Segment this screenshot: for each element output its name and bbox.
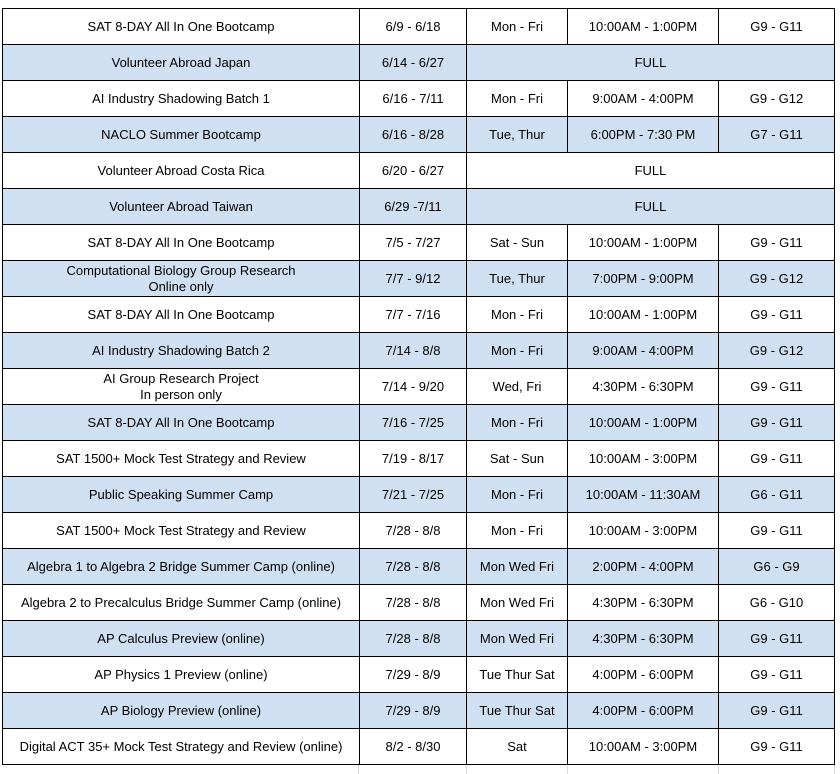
- days-cell: Tue, Thur: [467, 117, 568, 153]
- grades-cell: G9 - G11: [719, 225, 835, 261]
- program-cell: NACLO Summer Bootcamp: [3, 117, 360, 153]
- gridline: [567, 765, 568, 774]
- time-cell: 10:00AM - 3:00PM: [568, 729, 719, 765]
- program-cell: Digital ACT 35+ Mock Test Strategy and Review (online): [3, 729, 360, 765]
- days-cell: Mon - Fri: [467, 81, 568, 117]
- grades-cell: G9 - G11: [719, 693, 835, 729]
- days-cell: Mon - Fri: [467, 513, 568, 549]
- table-row: [3, 45, 835, 81]
- dates-cell: 8/2 - 8/30: [360, 729, 467, 765]
- time-cell: 4:30PM - 6:30PM: [568, 369, 719, 405]
- program-cell: Volunteer Abroad Taiwan: [3, 189, 360, 225]
- program-cell: Public Speaking Summer Camp: [3, 477, 360, 513]
- time-cell: 4:30PM - 6:30PM: [568, 621, 719, 657]
- time-cell: 9:00AM - 4:00PM: [568, 333, 719, 369]
- table-row: [3, 225, 835, 261]
- program-cell: SAT 8-DAY All In One Bootcamp: [3, 405, 360, 441]
- time-cell: 10:00AM - 11:30AM: [568, 477, 719, 513]
- table-row: [3, 585, 835, 621]
- program-name: Computational Biology Group Research: [66, 262, 296, 278]
- dates-cell: 7/28 - 8/8: [360, 585, 467, 621]
- dates-cell: 6/9 - 6/18: [360, 9, 467, 45]
- days-cell: Tue Thur Sat: [467, 693, 568, 729]
- table-row: [3, 261, 835, 297]
- program-cell: Algebra 1 to Algebra 2 Bridge Summer Camp (online): [3, 549, 360, 585]
- dates-cell: 7/7 - 7/16: [360, 297, 467, 333]
- days-cell: Mon Wed Fri: [467, 585, 568, 621]
- time-cell: 4:30PM - 6:30PM: [568, 585, 719, 621]
- time-cell: 10:00AM - 1:00PM: [568, 405, 719, 441]
- days-cell: Mon Wed Fri: [467, 621, 568, 657]
- table-row: [3, 81, 835, 117]
- dates-cell: 7/14 - 8/8: [360, 333, 467, 369]
- dates-cell: 7/29 - 8/9: [360, 693, 467, 729]
- days-cell: Sat - Sun: [467, 441, 568, 477]
- program-cell: SAT 8-DAY All In One Bootcamp: [3, 9, 360, 45]
- dates-cell: 7/21 - 7/25: [360, 477, 467, 513]
- days-cell: Tue, Thur: [467, 261, 568, 297]
- grades-cell: G9 - G12: [719, 261, 835, 297]
- time-cell: 9:00AM - 4:00PM: [568, 81, 719, 117]
- days-cell: Wed, Fri: [467, 369, 568, 405]
- days-cell: Tue Thur Sat: [467, 657, 568, 693]
- days-cell: Mon - Fri: [467, 477, 568, 513]
- time-cell: 10:00AM - 1:00PM: [568, 297, 719, 333]
- table-row: [3, 369, 835, 405]
- program-cell: AI Industry Shadowing Batch 2: [3, 333, 360, 369]
- program-name: AI Group Research Project: [103, 370, 259, 386]
- table-row: [3, 9, 835, 45]
- days-cell: Sat - Sun: [467, 225, 568, 261]
- program-cell: Volunteer Abroad Costa Rica: [3, 153, 360, 189]
- grades-cell: G9 - G11: [719, 297, 835, 333]
- gridline: [718, 765, 719, 774]
- full-status-cell: FULL: [467, 153, 835, 189]
- days-cell: Mon - Fri: [467, 333, 568, 369]
- program-cell: Algebra 2 to Precalculus Bridge Summer Camp (online): [3, 585, 360, 621]
- table-row: [3, 153, 835, 189]
- dates-cell: 7/5 - 7/27: [360, 225, 467, 261]
- table-row: [3, 297, 835, 333]
- table-row: [3, 117, 835, 153]
- program-cell: SAT 1500+ Mock Test Strategy and Review: [3, 441, 360, 477]
- full-status-cell: FULL: [467, 189, 835, 225]
- dates-cell: 6/29 -7/11: [360, 189, 467, 225]
- dates-cell: 6/16 - 8/28: [360, 117, 467, 153]
- time-cell: 10:00AM - 1:00PM: [568, 9, 719, 45]
- table-row: [3, 621, 835, 657]
- grades-cell: G9 - G11: [719, 9, 835, 45]
- table-row: [3, 657, 835, 693]
- gridline: [834, 765, 835, 774]
- dates-cell: 7/7 - 9/12: [360, 261, 467, 297]
- table-row: [3, 189, 835, 225]
- dates-cell: 7/16 - 7/25: [360, 405, 467, 441]
- time-cell: 7:00PM - 9:00PM: [568, 261, 719, 297]
- dates-cell: 7/29 - 8/9: [360, 657, 467, 693]
- grades-cell: G6 - G10: [719, 585, 835, 621]
- time-cell: 4:00PM - 6:00PM: [568, 657, 719, 693]
- time-cell: 10:00AM - 3:00PM: [568, 441, 719, 477]
- full-status-cell: FULL: [467, 45, 835, 81]
- grades-cell: G9 - G11: [719, 369, 835, 405]
- time-cell: 2:00PM - 4:00PM: [568, 549, 719, 585]
- grades-cell: G9 - G11: [719, 441, 835, 477]
- dates-cell: 7/14 - 9/20: [360, 369, 467, 405]
- grades-cell: G6 - G11: [719, 477, 835, 513]
- empty-gridline-strip: [0, 765, 840, 774]
- dates-cell: 7/28 - 8/8: [360, 549, 467, 585]
- dates-cell: 7/19 - 8/17: [360, 441, 467, 477]
- days-cell: Mon - Fri: [467, 297, 568, 333]
- grades-cell: G9 - G11: [719, 729, 835, 765]
- program-cell: AP Calculus Preview (online): [3, 621, 360, 657]
- grades-cell: G9 - G11: [719, 657, 835, 693]
- program-note: In person only: [140, 386, 222, 402]
- time-cell: 4:00PM - 6:00PM: [568, 693, 719, 729]
- table-row: [3, 513, 835, 549]
- dates-cell: 6/16 - 7/11: [360, 81, 467, 117]
- grades-cell: G9 - G12: [719, 81, 835, 117]
- table-row: [3, 333, 835, 369]
- table-row: [3, 729, 835, 765]
- dates-cell: 7/28 - 8/8: [360, 621, 467, 657]
- time-cell: 10:00AM - 3:00PM: [568, 513, 719, 549]
- gridline: [466, 765, 467, 774]
- dates-cell: 7/28 - 8/8: [360, 513, 467, 549]
- program-cell: SAT 8-DAY All In One Bootcamp: [3, 225, 360, 261]
- schedule-table: [2, 8, 835, 765]
- program-cell: SAT 8-DAY All In One Bootcamp: [3, 297, 360, 333]
- program-cell: [3, 261, 360, 297]
- grades-cell: G9 - G11: [719, 621, 835, 657]
- grades-cell: G6 - G9: [719, 549, 835, 585]
- days-cell: Sat: [467, 729, 568, 765]
- gridline: [358, 765, 359, 774]
- table-row: [3, 441, 835, 477]
- program-cell: AP Physics 1 Preview (online): [3, 657, 360, 693]
- program-cell: SAT 1500+ Mock Test Strategy and Review: [3, 513, 360, 549]
- days-cell: Mon - Fri: [467, 405, 568, 441]
- grades-cell: G9 - G11: [719, 405, 835, 441]
- table-row: [3, 405, 835, 441]
- program-cell: Volunteer Abroad Japan: [3, 45, 360, 81]
- days-cell: Mon Wed Fri: [467, 549, 568, 585]
- dates-cell: 6/14 - 6/27: [360, 45, 467, 81]
- time-cell: 10:00AM - 1:00PM: [568, 225, 719, 261]
- grades-cell: G7 - G11: [719, 117, 835, 153]
- grades-cell: G9 - G11: [719, 513, 835, 549]
- program-cell: AP Biology Preview (online): [3, 693, 360, 729]
- table-row: [3, 477, 835, 513]
- program-cell: AI Industry Shadowing Batch 1: [3, 81, 360, 117]
- grades-cell: G9 - G12: [719, 333, 835, 369]
- table-row: [3, 693, 835, 729]
- days-cell: Mon - Fri: [467, 9, 568, 45]
- dates-cell: 6/20 - 6/27: [360, 153, 467, 189]
- table-row: [3, 549, 835, 585]
- program-note: Online only: [148, 278, 214, 294]
- time-cell: 6:00PM - 7:30 PM: [568, 117, 719, 153]
- program-cell: [3, 369, 360, 405]
